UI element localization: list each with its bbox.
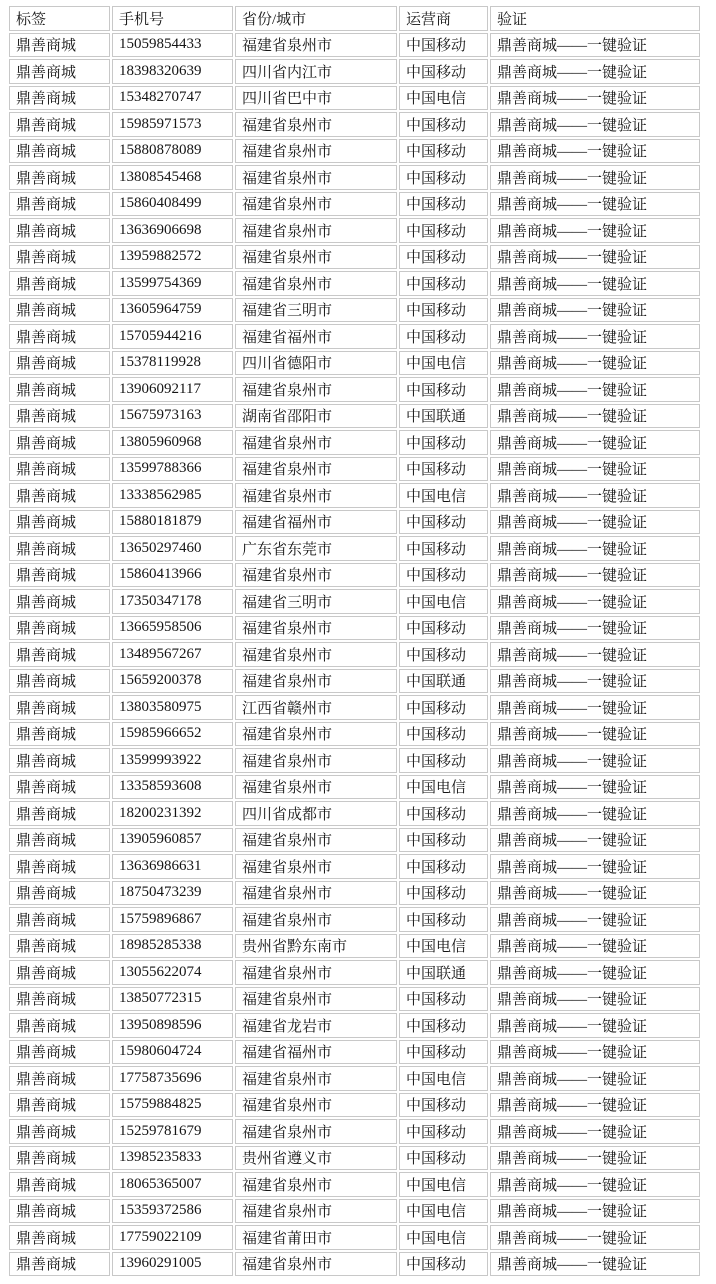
cell-province-city: 福建省福州市 [235, 324, 397, 349]
cell-phone: 13906092117 [112, 377, 233, 402]
cell-carrier: 中国移动 [399, 616, 488, 641]
cell-verify: 鼎善商城——一键验证 [490, 907, 700, 932]
table-row [9, 589, 700, 614]
table-row [9, 245, 700, 270]
cell-verify: 鼎善商城——一键验证 [490, 430, 700, 455]
cell-verify: 鼎善商城——一键验证 [490, 536, 700, 561]
cell-province-city: 福建省泉州市 [235, 377, 397, 402]
cell-verify: 鼎善商城——一键验证 [490, 165, 700, 190]
table-row [9, 218, 700, 243]
cell-label: 鼎善商城 [9, 139, 110, 164]
table-row [9, 86, 700, 111]
table-row [9, 987, 700, 1012]
column-header-phone: 手机号 [112, 6, 233, 31]
cell-label: 鼎善商城 [9, 271, 110, 296]
cell-province-city: 福建省泉州市 [235, 245, 397, 270]
table-row [9, 430, 700, 455]
cell-province-city: 福建省泉州市 [235, 563, 397, 588]
cell-phone: 13358593608 [112, 775, 233, 800]
cell-label: 鼎善商城 [9, 748, 110, 773]
cell-label: 鼎善商城 [9, 775, 110, 800]
cell-phone: 18985285338 [112, 934, 233, 959]
table-row [9, 1093, 700, 1118]
cell-province-city: 福建省泉州市 [235, 33, 397, 58]
cell-carrier: 中国移动 [399, 1040, 488, 1065]
cell-verify: 鼎善商城——一键验证 [490, 33, 700, 58]
cell-verify: 鼎善商城——一键验证 [490, 245, 700, 270]
cell-province-city: 福建省泉州市 [235, 775, 397, 800]
cell-carrier: 中国移动 [399, 33, 488, 58]
cell-phone: 13636986631 [112, 854, 233, 879]
table-row [9, 775, 700, 800]
table-row [9, 139, 700, 164]
column-header-province-city: 省份/城市 [235, 6, 397, 31]
cell-verify: 鼎善商城——一键验证 [490, 775, 700, 800]
cell-label: 鼎善商城 [9, 960, 110, 985]
cell-phone: 13650297460 [112, 536, 233, 561]
cell-label: 鼎善商城 [9, 245, 110, 270]
cell-verify: 鼎善商城——一键验证 [490, 218, 700, 243]
phone-verification-table [7, 4, 702, 1278]
cell-label: 鼎善商城 [9, 616, 110, 641]
cell-carrier: 中国联通 [399, 669, 488, 694]
cell-label: 鼎善商城 [9, 1066, 110, 1091]
cell-carrier: 中国电信 [399, 934, 488, 959]
cell-phone: 15880181879 [112, 510, 233, 535]
cell-verify: 鼎善商城——一键验证 [490, 112, 700, 137]
cell-verify: 鼎善商城——一键验证 [490, 722, 700, 747]
cell-verify: 鼎善商城——一键验证 [490, 801, 700, 826]
cell-label: 鼎善商城 [9, 1040, 110, 1065]
cell-phone: 15759896867 [112, 907, 233, 932]
table-row [9, 457, 700, 482]
cell-carrier: 中国电信 [399, 1172, 488, 1197]
cell-phone: 13665958506 [112, 616, 233, 641]
cell-carrier: 中国移动 [399, 457, 488, 482]
table-row [9, 1225, 700, 1250]
cell-verify: 鼎善商城——一键验证 [490, 828, 700, 853]
cell-phone: 15880878089 [112, 139, 233, 164]
cell-label: 鼎善商城 [9, 1013, 110, 1038]
cell-province-city: 福建省泉州市 [235, 139, 397, 164]
cell-verify: 鼎善商城——一键验证 [490, 881, 700, 906]
table-row [9, 854, 700, 879]
cell-verify: 鼎善商城——一键验证 [490, 1252, 700, 1277]
cell-province-city: 福建省三明市 [235, 298, 397, 323]
cell-carrier: 中国电信 [399, 775, 488, 800]
table-row [9, 748, 700, 773]
table-row [9, 1040, 700, 1065]
cell-verify: 鼎善商城——一键验证 [490, 616, 700, 641]
cell-province-city: 贵州省遵义市 [235, 1146, 397, 1171]
cell-verify: 鼎善商城——一键验证 [490, 377, 700, 402]
cell-label: 鼎善商城 [9, 192, 110, 217]
cell-province-city: 福建省泉州市 [235, 457, 397, 482]
table-row [9, 59, 700, 84]
cell-verify: 鼎善商城——一键验证 [490, 563, 700, 588]
cell-label: 鼎善商城 [9, 298, 110, 323]
cell-label: 鼎善商城 [9, 536, 110, 561]
cell-province-city: 福建省泉州市 [235, 642, 397, 667]
table-row [9, 536, 700, 561]
cell-province-city: 福建省泉州市 [235, 192, 397, 217]
cell-carrier: 中国联通 [399, 960, 488, 985]
table-row [9, 828, 700, 853]
cell-province-city: 福建省福州市 [235, 510, 397, 535]
cell-carrier: 中国移动 [399, 430, 488, 455]
cell-verify: 鼎善商城——一键验证 [490, 695, 700, 720]
cell-label: 鼎善商城 [9, 457, 110, 482]
cell-verify: 鼎善商城——一键验证 [490, 748, 700, 773]
cell-verify: 鼎善商城——一键验证 [490, 1199, 700, 1224]
cell-phone: 17350347178 [112, 589, 233, 614]
cell-label: 鼎善商城 [9, 987, 110, 1012]
cell-carrier: 中国电信 [399, 483, 488, 508]
cell-verify: 鼎善商城——一键验证 [490, 987, 700, 1012]
cell-phone: 13850772315 [112, 987, 233, 1012]
cell-verify: 鼎善商城——一键验证 [490, 1119, 700, 1144]
table-row [9, 881, 700, 906]
cell-carrier: 中国移动 [399, 722, 488, 747]
cell-carrier: 中国电信 [399, 1199, 488, 1224]
cell-province-city: 贵州省黔东南市 [235, 934, 397, 959]
cell-verify: 鼎善商城——一键验证 [490, 139, 700, 164]
cell-province-city: 福建省泉州市 [235, 112, 397, 137]
cell-label: 鼎善商城 [9, 1119, 110, 1144]
table-row [9, 669, 700, 694]
cell-province-city: 福建省泉州市 [235, 1172, 397, 1197]
cell-province-city: 福建省泉州市 [235, 748, 397, 773]
cell-label: 鼎善商城 [9, 1172, 110, 1197]
cell-province-city: 福建省泉州市 [235, 616, 397, 641]
cell-label: 鼎善商城 [9, 722, 110, 747]
table-row [9, 1119, 700, 1144]
column-header-verify: 验证 [490, 6, 700, 31]
table-row [9, 1013, 700, 1038]
cell-province-city: 福建省莆田市 [235, 1225, 397, 1250]
table-row [9, 934, 700, 959]
table-row [9, 907, 700, 932]
cell-carrier: 中国移动 [399, 165, 488, 190]
cell-label: 鼎善商城 [9, 404, 110, 429]
cell-verify: 鼎善商城——一键验证 [490, 457, 700, 482]
cell-label: 鼎善商城 [9, 828, 110, 853]
cell-carrier: 中国移动 [399, 1119, 488, 1144]
cell-verify: 鼎善商城——一键验证 [490, 86, 700, 111]
cell-verify: 鼎善商城——一键验证 [490, 324, 700, 349]
table-row [9, 192, 700, 217]
table-row [9, 642, 700, 667]
cell-label: 鼎善商城 [9, 881, 110, 906]
cell-phone: 13338562985 [112, 483, 233, 508]
table-row [9, 960, 700, 985]
cell-verify: 鼎善商城——一键验证 [490, 1013, 700, 1038]
cell-carrier: 中国移动 [399, 271, 488, 296]
cell-label: 鼎善商城 [9, 112, 110, 137]
cell-phone: 13985235833 [112, 1146, 233, 1171]
cell-province-city: 福建省泉州市 [235, 828, 397, 853]
cell-phone: 15359372586 [112, 1199, 233, 1224]
cell-carrier: 中国移动 [399, 1093, 488, 1118]
cell-carrier: 中国电信 [399, 589, 488, 614]
cell-carrier: 中国移动 [399, 192, 488, 217]
cell-province-city: 福建省泉州市 [235, 854, 397, 879]
cell-carrier: 中国移动 [399, 377, 488, 402]
cell-province-city: 福建省泉州市 [235, 1066, 397, 1091]
cell-province-city: 福建省泉州市 [235, 483, 397, 508]
table-row [9, 1172, 700, 1197]
cell-label: 鼎善商城 [9, 218, 110, 243]
cell-province-city: 福建省泉州市 [235, 218, 397, 243]
cell-province-city: 福建省泉州市 [235, 271, 397, 296]
cell-phone: 15860408499 [112, 192, 233, 217]
cell-verify: 鼎善商城——一键验证 [490, 192, 700, 217]
table-row [9, 1252, 700, 1277]
cell-label: 鼎善商城 [9, 430, 110, 455]
cell-carrier: 中国移动 [399, 298, 488, 323]
cell-verify: 鼎善商城——一键验证 [490, 271, 700, 296]
cell-phone: 15659200378 [112, 669, 233, 694]
cell-label: 鼎善商城 [9, 669, 110, 694]
cell-label: 鼎善商城 [9, 907, 110, 932]
cell-verify: 鼎善商城——一键验证 [490, 669, 700, 694]
cell-carrier: 中国电信 [399, 1066, 488, 1091]
cell-carrier: 中国移动 [399, 536, 488, 561]
table-row [9, 33, 700, 58]
cell-phone: 17759022109 [112, 1225, 233, 1250]
cell-province-city: 福建省泉州市 [235, 907, 397, 932]
cell-phone: 18065365007 [112, 1172, 233, 1197]
cell-verify: 鼎善商城——一键验证 [490, 1172, 700, 1197]
table-row [9, 616, 700, 641]
cell-province-city: 福建省泉州市 [235, 987, 397, 1012]
cell-phone: 13599754369 [112, 271, 233, 296]
cell-phone: 15980604724 [112, 1040, 233, 1065]
cell-verify: 鼎善商城——一键验证 [490, 1093, 700, 1118]
cell-label: 鼎善商城 [9, 854, 110, 879]
cell-carrier: 中国移动 [399, 510, 488, 535]
table-row [9, 722, 700, 747]
cell-label: 鼎善商城 [9, 483, 110, 508]
cell-carrier: 中国移动 [399, 1146, 488, 1171]
table-row [9, 165, 700, 190]
table-row [9, 404, 700, 429]
cell-verify: 鼎善商城——一键验证 [490, 960, 700, 985]
cell-carrier: 中国移动 [399, 1252, 488, 1277]
header-row [9, 6, 700, 31]
cell-label: 鼎善商城 [9, 1199, 110, 1224]
cell-label: 鼎善商城 [9, 1093, 110, 1118]
cell-verify: 鼎善商城——一键验证 [490, 298, 700, 323]
column-header-carrier: 运营商 [399, 6, 488, 31]
cell-label: 鼎善商城 [9, 86, 110, 111]
cell-label: 鼎善商城 [9, 165, 110, 190]
cell-carrier: 中国联通 [399, 404, 488, 429]
cell-carrier: 中国电信 [399, 86, 488, 111]
cell-carrier: 中国移动 [399, 324, 488, 349]
cell-province-city: 江西省赣州市 [235, 695, 397, 720]
cell-label: 鼎善商城 [9, 1146, 110, 1171]
cell-phone: 15348270747 [112, 86, 233, 111]
table-row [9, 801, 700, 826]
cell-province-city: 福建省泉州市 [235, 1199, 397, 1224]
cell-province-city: 福建省泉州市 [235, 722, 397, 747]
cell-phone: 13960291005 [112, 1252, 233, 1277]
cell-province-city: 四川省巴中市 [235, 86, 397, 111]
cell-label: 鼎善商城 [9, 33, 110, 58]
cell-province-city: 福建省三明市 [235, 589, 397, 614]
cell-carrier: 中国移动 [399, 139, 488, 164]
cell-label: 鼎善商城 [9, 642, 110, 667]
cell-phone: 15860413966 [112, 563, 233, 588]
cell-phone: 15985966652 [112, 722, 233, 747]
cell-carrier: 中国移动 [399, 59, 488, 84]
cell-province-city: 福建省泉州市 [235, 881, 397, 906]
cell-phone: 13805960968 [112, 430, 233, 455]
cell-phone: 15759884825 [112, 1093, 233, 1118]
cell-label: 鼎善商城 [9, 1252, 110, 1277]
cell-phone: 13605964759 [112, 298, 233, 323]
cell-phone: 15259781679 [112, 1119, 233, 1144]
cell-phone: 15705944216 [112, 324, 233, 349]
cell-phone: 13636906698 [112, 218, 233, 243]
cell-verify: 鼎善商城——一键验证 [490, 589, 700, 614]
cell-verify: 鼎善商城——一键验证 [490, 351, 700, 376]
cell-province-city: 福建省福州市 [235, 1040, 397, 1065]
cell-carrier: 中国移动 [399, 748, 488, 773]
cell-verify: 鼎善商城——一键验证 [490, 934, 700, 959]
table-row [9, 1146, 700, 1171]
cell-province-city: 福建省泉州市 [235, 960, 397, 985]
cell-label: 鼎善商城 [9, 563, 110, 588]
table-row [9, 377, 700, 402]
cell-province-city: 福建省泉州市 [235, 165, 397, 190]
cell-verify: 鼎善商城——一键验证 [490, 59, 700, 84]
cell-verify: 鼎善商城——一键验证 [490, 854, 700, 879]
table-row [9, 695, 700, 720]
table-row [9, 483, 700, 508]
cell-carrier: 中国电信 [399, 351, 488, 376]
cell-verify: 鼎善商城——一键验证 [490, 1146, 700, 1171]
cell-label: 鼎善商城 [9, 801, 110, 826]
cell-province-city: 四川省德阳市 [235, 351, 397, 376]
cell-carrier: 中国移动 [399, 907, 488, 932]
cell-carrier: 中国移动 [399, 245, 488, 270]
cell-verify: 鼎善商城——一键验证 [490, 510, 700, 535]
table-row [9, 510, 700, 535]
cell-province-city: 福建省泉州市 [235, 1119, 397, 1144]
cell-province-city: 广东省东莞市 [235, 536, 397, 561]
table-row [9, 1066, 700, 1091]
table-row [9, 298, 700, 323]
cell-carrier: 中国移动 [399, 881, 488, 906]
cell-verify: 鼎善商城——一键验证 [490, 642, 700, 667]
cell-province-city: 福建省泉州市 [235, 1252, 397, 1277]
cell-phone: 17758735696 [112, 1066, 233, 1091]
cell-phone: 13950898596 [112, 1013, 233, 1038]
cell-phone: 13055622074 [112, 960, 233, 985]
cell-phone: 18398320639 [112, 59, 233, 84]
cell-carrier: 中国移动 [399, 642, 488, 667]
cell-province-city: 湖南省邵阳市 [235, 404, 397, 429]
cell-label: 鼎善商城 [9, 695, 110, 720]
table-body [9, 33, 700, 1277]
cell-phone: 13803580975 [112, 695, 233, 720]
cell-phone: 13905960857 [112, 828, 233, 853]
cell-verify: 鼎善商城——一键验证 [490, 1040, 700, 1065]
cell-phone: 13599993922 [112, 748, 233, 773]
cell-phone: 18750473239 [112, 881, 233, 906]
cell-verify: 鼎善商城——一键验证 [490, 404, 700, 429]
cell-label: 鼎善商城 [9, 351, 110, 376]
cell-label: 鼎善商城 [9, 59, 110, 84]
table-row [9, 324, 700, 349]
cell-phone: 13489567267 [112, 642, 233, 667]
table-row [9, 1199, 700, 1224]
cell-phone: 15675973163 [112, 404, 233, 429]
cell-phone: 13599788366 [112, 457, 233, 482]
cell-label: 鼎善商城 [9, 1225, 110, 1250]
cell-verify: 鼎善商城——一键验证 [490, 1225, 700, 1250]
cell-label: 鼎善商城 [9, 377, 110, 402]
cell-phone: 18200231392 [112, 801, 233, 826]
cell-phone: 13959882572 [112, 245, 233, 270]
cell-phone: 15059854433 [112, 33, 233, 58]
column-header-label: 标签 [9, 6, 110, 31]
cell-phone: 15985971573 [112, 112, 233, 137]
cell-label: 鼎善商城 [9, 934, 110, 959]
cell-carrier: 中国电信 [399, 1225, 488, 1250]
cell-carrier: 中国移动 [399, 801, 488, 826]
cell-carrier: 中国移动 [399, 987, 488, 1012]
table-row [9, 563, 700, 588]
cell-province-city: 四川省内江市 [235, 59, 397, 84]
cell-carrier: 中国移动 [399, 112, 488, 137]
cell-verify: 鼎善商城——一键验证 [490, 1066, 700, 1091]
cell-label: 鼎善商城 [9, 589, 110, 614]
cell-verify: 鼎善商城——一键验证 [490, 483, 700, 508]
cell-province-city: 福建省龙岩市 [235, 1013, 397, 1038]
cell-carrier: 中国移动 [399, 828, 488, 853]
cell-carrier: 中国移动 [399, 695, 488, 720]
cell-phone: 13808545468 [112, 165, 233, 190]
cell-carrier: 中国移动 [399, 218, 488, 243]
cell-province-city: 福建省泉州市 [235, 1093, 397, 1118]
table-row [9, 351, 700, 376]
cell-carrier: 中国移动 [399, 854, 488, 879]
table-row [9, 271, 700, 296]
cell-label: 鼎善商城 [9, 324, 110, 349]
table-row [9, 112, 700, 137]
cell-label: 鼎善商城 [9, 510, 110, 535]
cell-province-city: 四川省成都市 [235, 801, 397, 826]
cell-province-city: 福建省泉州市 [235, 669, 397, 694]
cell-carrier: 中国移动 [399, 1013, 488, 1038]
cell-province-city: 福建省泉州市 [235, 430, 397, 455]
cell-phone: 15378119928 [112, 351, 233, 376]
cell-carrier: 中国移动 [399, 563, 488, 588]
